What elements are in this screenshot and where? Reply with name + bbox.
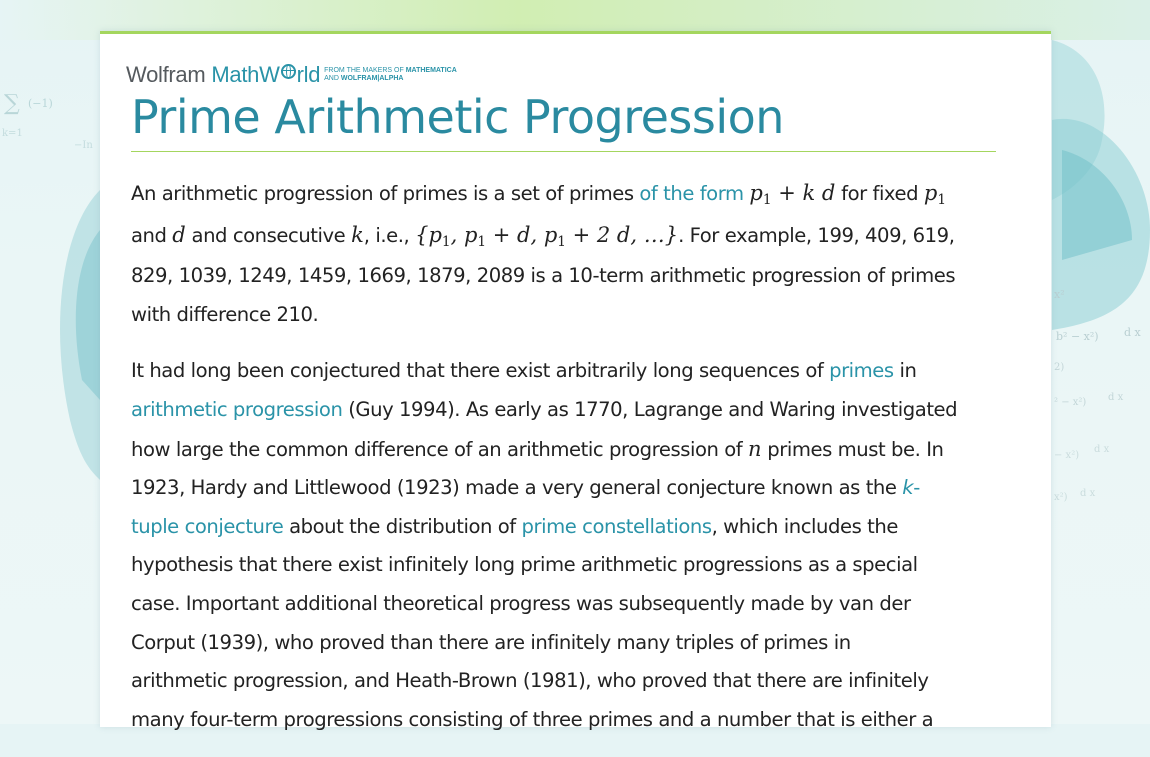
link-k-tuple-conjecture-start[interactable] xyxy=(902,476,920,499)
math-var: p xyxy=(428,222,442,247)
text-line: with difference 210. xyxy=(131,302,319,326)
logo-tagline xyxy=(324,67,457,83)
text-line: case. Important additional theoretical progress was subsequently made by van der xyxy=(131,591,911,615)
title-divider xyxy=(131,151,996,152)
svg-text:k=1: k=1 xyxy=(2,128,23,139)
text-line xyxy=(131,469,999,508)
math-expr: , p xyxy=(450,222,478,247)
text: for fixed xyxy=(835,182,924,205)
math-expr: + k d xyxy=(771,181,836,205)
svg-text:d x: d x xyxy=(1108,392,1124,403)
text-line xyxy=(131,174,999,216)
svg-text:d x: d x xyxy=(1094,444,1110,455)
text-line: hypothesis that there exist infinitely long prime arithmetic progressions as a special xyxy=(131,553,918,577)
svg-text:x²: x² xyxy=(1054,288,1065,301)
text-line xyxy=(131,391,999,430)
text: (Guy 1994). As early as 1770, Lagrange and Waring investigated xyxy=(342,397,958,421)
text: . For example, 199, 409, 619, xyxy=(678,223,955,247)
text: and consecutive xyxy=(185,223,352,247)
svg-text:− x²): − x²) xyxy=(1054,450,1080,461)
math-expr: + d, p xyxy=(486,222,558,247)
math-set xyxy=(415,222,679,250)
text-line: many four-term progressions consisting of three primes and a number that is either a xyxy=(131,707,934,731)
text-line xyxy=(131,508,999,547)
link-tuple-conjecture[interactable]: tuple conjecture xyxy=(131,514,284,538)
math-expr: + 2 d, …} xyxy=(565,222,679,247)
paragraph-1 xyxy=(131,174,999,334)
math-var: p xyxy=(749,181,763,205)
tagline-mathematica: MATHEMATICA xyxy=(405,67,457,74)
tagline-line1: FROM THE MAKERS OF xyxy=(324,67,404,74)
text: , which includes the xyxy=(711,514,898,538)
text: primes must be. In xyxy=(761,437,944,461)
svg-text:b² − x²): b² − x²) xyxy=(1056,330,1099,343)
math-brace: { xyxy=(415,222,429,247)
link-k: k xyxy=(902,476,914,500)
math-sub: 1 xyxy=(557,233,566,250)
text-line: 829, 1039, 1249, 1459, 1669, 1879, 2089 is a 10-term arithmetic progression of primes xyxy=(131,264,956,288)
svg-text:(−1): (−1) xyxy=(28,97,53,110)
article-body xyxy=(131,174,999,757)
math-sub: 1 xyxy=(937,192,946,209)
text: An arithmetic progression of primes is a set of primes xyxy=(131,182,640,205)
text: in xyxy=(893,359,917,383)
link-of-the-form[interactable]: of the form xyxy=(639,182,744,205)
link-primes[interactable]: primes xyxy=(829,359,894,383)
svg-text:² − x²): ² − x²) xyxy=(1054,397,1087,408)
background-math-decoration-right xyxy=(1052,0,1150,724)
logo-wolfram[interactable]: Wolfram xyxy=(126,62,206,87)
math-form xyxy=(749,181,836,209)
link-dash: - xyxy=(913,476,920,500)
math-sub: 1 xyxy=(477,233,487,250)
text: about the distribution of xyxy=(283,514,522,538)
tagline-wolframalpha: WOLFRAM|ALPHA xyxy=(340,75,404,82)
text: , i.e., xyxy=(363,223,416,247)
link-prime-constellations[interactable]: prime constellations xyxy=(521,514,712,538)
math-sub: 1 xyxy=(441,233,451,250)
article-panel xyxy=(100,31,1051,731)
math-var: p xyxy=(923,181,938,205)
logo-mathworld-pre: MathW xyxy=(211,62,280,87)
tagline-line2: AND xyxy=(324,75,339,82)
background-math-decoration-left xyxy=(0,0,100,724)
text-line: Corput (1939), who proved than there are infinitely many triples of primes in xyxy=(131,630,851,654)
svg-text:−In: −In xyxy=(74,140,93,151)
text-line xyxy=(131,352,999,391)
svg-text:∑: ∑ xyxy=(4,91,20,116)
globe-icon xyxy=(281,64,296,79)
svg-text:x²): x²) xyxy=(1054,492,1068,503)
page-title: Prime Arithmetic Progression xyxy=(131,90,784,144)
text: how large the common difference of an arithmetic progression of xyxy=(131,437,748,461)
math-d: d xyxy=(172,222,186,247)
paragraph-2 xyxy=(131,352,999,739)
math-p1 xyxy=(923,181,946,209)
math-sub: 1 xyxy=(762,192,772,209)
text-line xyxy=(131,216,999,258)
text: and xyxy=(131,223,173,247)
text: It had long been conjectured that there exist arbitrarily long sequences of xyxy=(131,359,830,383)
svg-text:2): 2) xyxy=(1054,362,1065,373)
logo-mathworld[interactable] xyxy=(211,62,320,88)
math-n: n xyxy=(748,436,762,461)
math-k: k xyxy=(351,222,364,247)
link-arithmetic-progression[interactable]: arithmetic progression xyxy=(131,397,343,421)
text-line: arithmetic progression, and Heath-Brown (1981), who proved that there are infinitely xyxy=(131,669,929,693)
text-line xyxy=(131,430,999,470)
text: 1923, Hardy and Littlewood (1923) made a very general conjecture known as the xyxy=(131,476,903,500)
logo-mathworld-post: rld xyxy=(296,62,321,87)
site-header xyxy=(126,58,457,88)
svg-text:d x: d x xyxy=(1124,326,1141,339)
svg-text:d x: d x xyxy=(1080,488,1096,499)
